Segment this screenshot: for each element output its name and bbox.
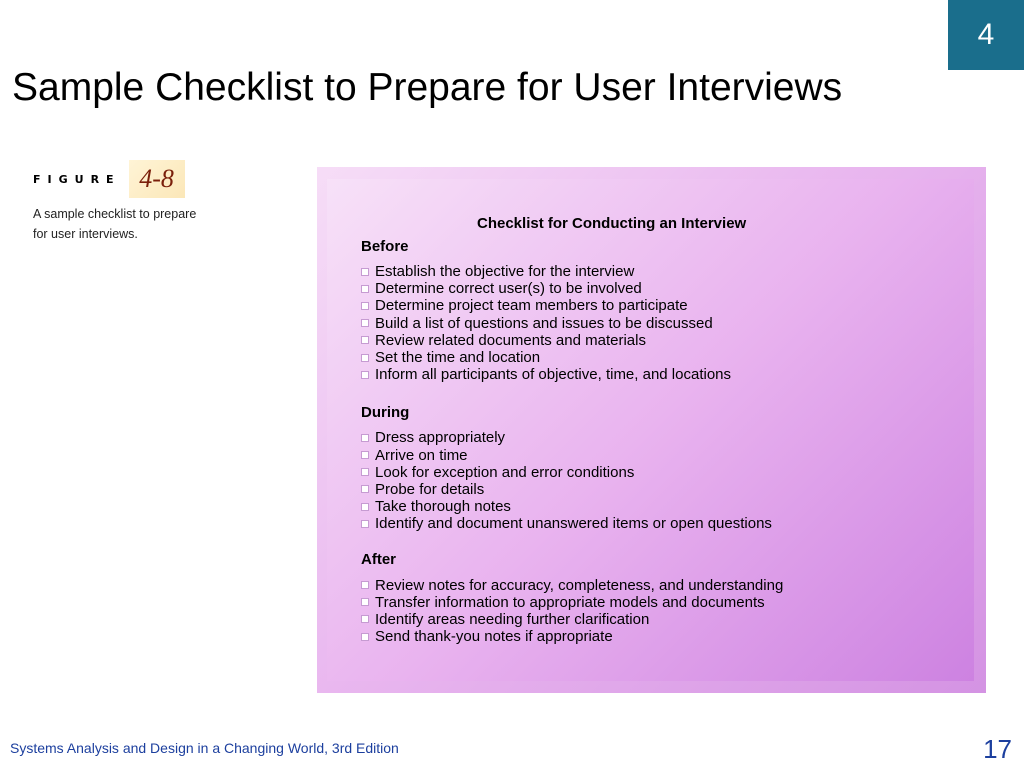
section-heading: During xyxy=(361,404,410,422)
checklist-items xyxy=(361,576,974,645)
checklist-item xyxy=(361,515,974,532)
checklist-item-text: Take thorough notes xyxy=(375,498,511,516)
figure-number: 4-8 xyxy=(129,160,185,198)
checklist-card xyxy=(327,179,974,681)
checklist-item xyxy=(361,349,974,366)
bullet-icon xyxy=(361,285,369,293)
checklist-item-text: Build a list of questions and issues to be discussed xyxy=(375,314,713,332)
checklist-title: Checklist for Conducting an Interview xyxy=(477,215,747,232)
bullet-icon xyxy=(361,336,369,344)
checklist-item-text: Identify and document unanswered items or open questions xyxy=(375,515,772,533)
checklist-panel xyxy=(317,167,986,693)
checklist-item-text: Dress appropriately xyxy=(375,429,506,447)
bullet-icon xyxy=(361,268,369,276)
bullet-icon xyxy=(361,302,369,310)
checklist-item xyxy=(361,447,974,464)
bullet-icon xyxy=(361,354,369,362)
checklist-item-text: Inform all participants of objective, time, and locations xyxy=(375,366,732,384)
bullet-icon xyxy=(361,598,369,606)
bullet-icon xyxy=(361,615,369,623)
checklist-item xyxy=(361,332,974,349)
figure-caption xyxy=(33,204,208,244)
checklist-item-text: Determine correct user(s) to be involved xyxy=(375,280,642,298)
section-heading: Before xyxy=(361,238,409,255)
checklist-items xyxy=(361,263,974,383)
checklist-item-text: Transfer information to appropriate models and documents xyxy=(375,593,765,611)
checklist-item xyxy=(361,594,974,611)
checklist-item xyxy=(361,628,974,645)
checklist-item-text: Look for exception and error conditions xyxy=(375,463,635,481)
slide-title: Sample Checklist to Prepare for User Interviews xyxy=(12,66,843,109)
checklist-item-text: Identify areas needing further clarification xyxy=(375,610,650,628)
checklist-item xyxy=(361,366,974,383)
checklist-item xyxy=(361,297,974,314)
checklist-item xyxy=(361,611,974,628)
bullet-icon xyxy=(361,581,369,589)
checklist-item-text: Determine project team members to participate xyxy=(375,297,688,315)
bullet-icon xyxy=(361,451,369,459)
bullet-icon xyxy=(361,485,369,493)
section-during xyxy=(361,403,974,532)
bullet-icon xyxy=(361,434,369,442)
checklist-item-text: Send thank-you notes if appropriate xyxy=(375,628,613,646)
checklist-item xyxy=(361,576,974,593)
checklist-item xyxy=(361,280,974,297)
section-before xyxy=(361,237,974,383)
figure-word: FIGURE xyxy=(33,172,121,186)
bullet-icon xyxy=(361,520,369,528)
bullet-icon xyxy=(361,468,369,476)
checklist-item xyxy=(361,263,974,280)
figure-label xyxy=(33,160,185,198)
checklist-items xyxy=(361,429,974,532)
page-number: 17 xyxy=(983,734,1012,764)
checklist-item-text: Set the time and location xyxy=(375,349,541,367)
checklist-item-text: Review notes for accuracy, completeness, and understanding xyxy=(375,576,784,594)
checklist-item-text: Establish the objective for the interview xyxy=(375,263,635,281)
checklist-item xyxy=(361,464,974,481)
checklist-item xyxy=(361,481,974,498)
checklist-item-text: Review related documents and materials xyxy=(375,331,646,349)
bullet-icon xyxy=(361,371,369,379)
section-heading: After xyxy=(361,551,397,569)
bullet-icon xyxy=(361,503,369,511)
checklist-item xyxy=(361,429,974,446)
checklist-item xyxy=(361,315,974,332)
footer-text: Systems Analysis and Design in a Changing World, 3rd Edition xyxy=(10,740,399,756)
bullet-icon xyxy=(361,633,369,641)
checklist-item-text: Probe for details xyxy=(375,480,485,498)
checklist-item xyxy=(361,498,974,515)
section-after xyxy=(361,550,974,645)
checklist-item-text: Arrive on time xyxy=(375,446,468,464)
bullet-icon xyxy=(361,319,369,327)
figure-caption-line: A sample checklist to prepare xyxy=(33,207,197,221)
chapter-badge: 4 xyxy=(948,0,1024,70)
figure-caption-line: for user interviews. xyxy=(33,227,138,241)
